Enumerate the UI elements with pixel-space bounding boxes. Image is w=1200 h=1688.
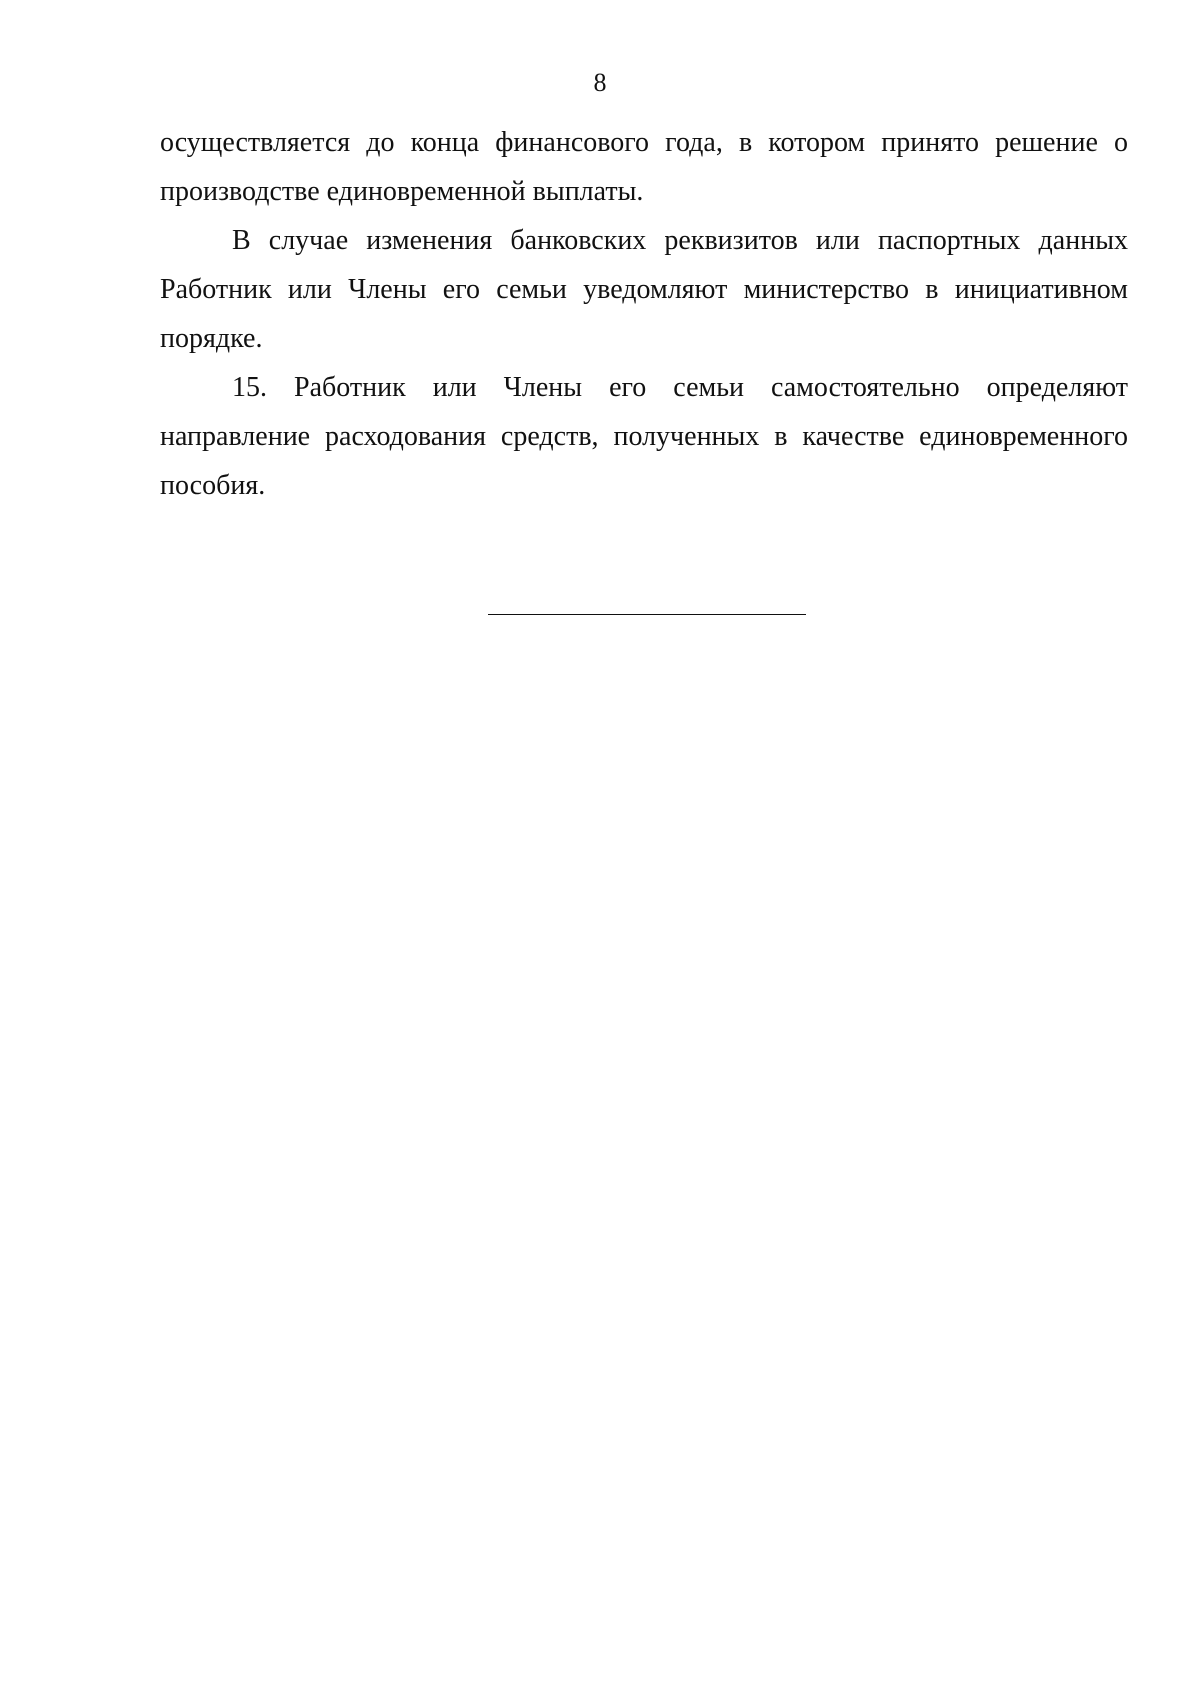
- page-number: 8: [593, 68, 607, 97]
- end-of-document-rule: [488, 614, 806, 615]
- paragraph-bank-details-change: В случае изменения банковских реквизитов или паспортных данных Работник или Члены его семьи уведомляют министерство в инициативном порядке.: [160, 225, 1128, 354]
- document-body: [160, 118, 1128, 510]
- paragraph-15-spending-direction: 15. Работник или Члены его семьи самостоятельно определяют направление расходования средств, полученных в качестве единовременного пособия.: [160, 372, 1128, 501]
- paragraph-continuation: осуществляется до конца финансового года, в котором принято решение о производстве единовременной выплаты.: [160, 127, 1128, 207]
